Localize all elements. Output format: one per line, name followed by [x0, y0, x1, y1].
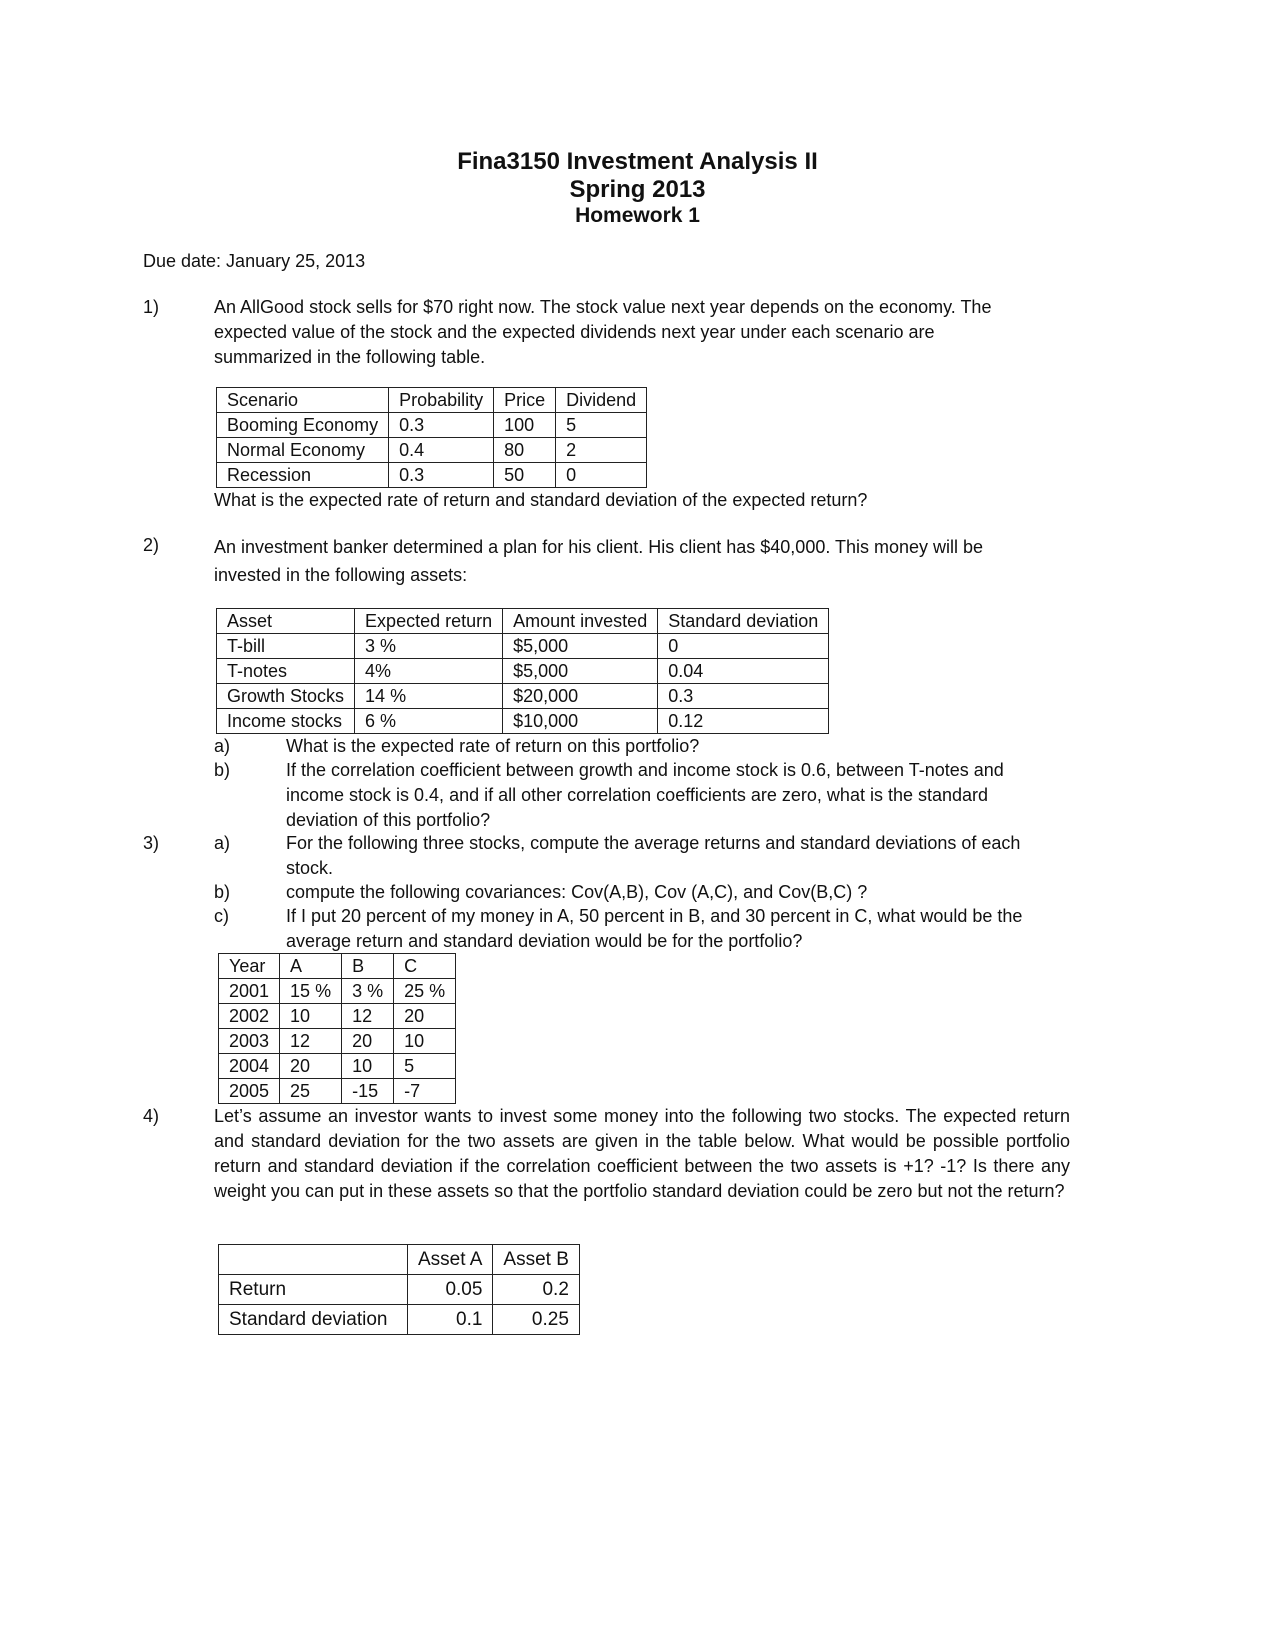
q1-intro-line: expected value of the stock and the expected dividends next year under each scenario are — [214, 322, 935, 342]
table-cell: 2002 — [219, 1004, 280, 1029]
table-cell: $10,000 — [503, 709, 658, 734]
q4-number: 4) — [143, 1106, 160, 1126]
table-cell: C — [394, 954, 456, 979]
course-title: Fina3150 Investment Analysis II — [457, 148, 818, 175]
table-cell: 2001 — [219, 979, 280, 1004]
q3-returns-table — [218, 953, 456, 1104]
table-cell: 50 — [494, 463, 556, 488]
table-cell: Standard deviation — [219, 1305, 408, 1335]
q3-part-a-line: For the following three stocks, compute the average returns and standard deviations of each — [286, 833, 1021, 853]
table-cell: Expected return — [355, 609, 503, 634]
table-cell: B — [342, 954, 394, 979]
table-cell: $5,000 — [503, 634, 658, 659]
table-cell: 0.2 — [493, 1275, 579, 1305]
table-cell: 12 — [280, 1029, 342, 1054]
q2-intro-line: An investment banker determined a plan for his client. His client has $40,000. This money will be — [214, 537, 984, 557]
table-cell: 15 % — [280, 979, 342, 1004]
table-header-row — [219, 954, 456, 979]
table-cell: Normal Economy — [217, 438, 389, 463]
table-cell: Asset — [217, 609, 355, 634]
table-cell: Asset A — [408, 1245, 493, 1275]
table-row — [219, 1054, 456, 1079]
q2-asset-table — [216, 608, 829, 734]
table-cell: 2005 — [219, 1079, 280, 1104]
table-cell: 0.05 — [408, 1275, 493, 1305]
table-cell: -7 — [394, 1079, 456, 1104]
table-cell: 5 — [556, 413, 647, 438]
table-cell: 10 — [342, 1054, 394, 1079]
q3-part-b-label: b) — [214, 882, 231, 902]
q1-number: 1) — [143, 297, 160, 317]
q1-scenario-table — [216, 387, 647, 488]
table-cell: 0.3 — [389, 413, 494, 438]
table-cell: $5,000 — [503, 659, 658, 684]
table-header-row — [217, 388, 647, 413]
due-date: Due date: January 25, 2013 — [143, 251, 366, 271]
table-cell: Return — [219, 1275, 408, 1305]
table-cell: 0.3 — [389, 463, 494, 488]
q2-part-b-line: If the correlation coefficient between growth and income stock is 0.6, between T-notes and — [286, 760, 1004, 780]
table-cell: 0 — [556, 463, 647, 488]
table-row — [219, 979, 456, 1004]
table-cell: Scenario — [217, 388, 389, 413]
table-cell: 0.1 — [408, 1305, 493, 1335]
q3-part-c-line: If I put 20 percent of my money in A, 50 percent in B, and 30 percent in C, what would be the — [286, 906, 1023, 926]
term-title: Spring 2013 — [569, 176, 706, 203]
table-cell: T-notes — [217, 659, 355, 684]
table-cell: 10 — [280, 1004, 342, 1029]
table-cell: A — [280, 954, 342, 979]
q1-question: What is the expected rate of return and standard deviation of the expected return? — [214, 490, 868, 510]
q3-part-c-text — [286, 904, 1076, 954]
table-cell: 2003 — [219, 1029, 280, 1054]
q2-part-a-text: What is the expected rate of return on this portfolio? — [286, 736, 700, 756]
table-cell: Booming Economy — [217, 413, 389, 438]
table-row — [217, 659, 829, 684]
table-cell: 20 — [394, 1004, 456, 1029]
table-row — [219, 1275, 580, 1305]
table-cell: Asset B — [493, 1245, 579, 1275]
table-cell: Recession — [217, 463, 389, 488]
table-row — [217, 463, 647, 488]
q2-intro — [214, 533, 1074, 589]
table-cell: 0.25 — [493, 1305, 579, 1335]
q3-part-a-label: a) — [214, 833, 231, 853]
table-row — [217, 438, 647, 463]
table-cell: 6 % — [355, 709, 503, 734]
table-cell: 80 — [494, 438, 556, 463]
q3-number: 3) — [143, 833, 160, 853]
q4-text: Let’s assume an investor wants to invest some money into the following two stocks. The expected return and standard deviation for the two assets are given in the table below. What would be possible portfolio return and standard deviation if the correlation coefficient between the two assets is +1? -1? Is there any weight you can put in these assets so that the portfolio standard deviation could be zero but not the return? — [214, 1106, 1070, 1201]
table-cell: 100 — [494, 413, 556, 438]
q2-part-b-text — [286, 758, 1076, 833]
table-cell — [219, 1245, 408, 1275]
table-cell: 4% — [355, 659, 503, 684]
table-cell: 3 % — [342, 979, 394, 1004]
table-cell: Price — [494, 388, 556, 413]
table-cell: 3 % — [355, 634, 503, 659]
table-row — [217, 684, 829, 709]
table-cell: 0.3 — [658, 684, 829, 709]
q3-part-b-text: compute the following covariances: Cov(A,B), Cov (A,C), and Cov(B,C) ? — [286, 882, 868, 902]
table-cell: 5 — [394, 1054, 456, 1079]
table-cell: Dividend — [556, 388, 647, 413]
table-cell: 10 — [394, 1029, 456, 1054]
q1-intro-line: summarized in the following table. — [214, 347, 486, 367]
table-row — [217, 413, 647, 438]
table-row — [219, 1029, 456, 1054]
q2-part-a-label: a) — [214, 736, 231, 756]
table-cell: 2 — [556, 438, 647, 463]
table-cell: 14 % — [355, 684, 503, 709]
table-cell: 0.04 — [658, 659, 829, 684]
q2-number: 2) — [143, 535, 160, 555]
q3-part-c-label: c) — [214, 906, 229, 926]
table-row — [219, 1079, 456, 1104]
table-cell: Amount invested — [503, 609, 658, 634]
q2-part-b-line: deviation of this portfolio? — [286, 810, 491, 830]
table-cell: 0 — [658, 634, 829, 659]
table-row — [219, 1004, 456, 1029]
table-row — [217, 634, 829, 659]
q2-part-b-label: b) — [214, 760, 231, 780]
table-cell: -15 — [342, 1079, 394, 1104]
table-cell: 0.4 — [389, 438, 494, 463]
table-cell: Standard deviation — [658, 609, 829, 634]
table-cell: 0.12 — [658, 709, 829, 734]
table-header-row — [217, 609, 829, 634]
q3-part-a-text — [286, 831, 1076, 881]
table-cell: Growth Stocks — [217, 684, 355, 709]
table-cell: 2004 — [219, 1054, 280, 1079]
table-cell: 12 — [342, 1004, 394, 1029]
table-cell: 25 % — [394, 979, 456, 1004]
table-cell: 20 — [280, 1054, 342, 1079]
table-cell: 20 — [342, 1029, 394, 1054]
q3-part-c-line: average return and standard deviation would be for the portfolio? — [286, 931, 803, 951]
q1-intro-line: An AllGood stock sells for $70 right now. The stock value next year depends on the economy. The — [214, 297, 992, 317]
q3-part-a-line: stock. — [286, 858, 334, 878]
table-cell: T-bill — [217, 634, 355, 659]
table-header-row — [219, 1245, 580, 1275]
q1-intro — [214, 295, 1074, 370]
q4-asset-table — [218, 1244, 580, 1335]
table-cell: 25 — [280, 1079, 342, 1104]
q2-part-b-line: income stock is 0.4, and if all other correlation coefficients are zero, what is the standard — [286, 785, 989, 805]
table-row — [219, 1305, 580, 1335]
table-cell: Probability — [389, 388, 494, 413]
table-cell: Income stocks — [217, 709, 355, 734]
table-cell: Year — [219, 954, 280, 979]
table-row — [217, 709, 829, 734]
q2-intro-line: invested in the following assets: — [214, 565, 468, 585]
table-cell: $20,000 — [503, 684, 658, 709]
assignment-title: Homework 1 — [575, 204, 700, 227]
